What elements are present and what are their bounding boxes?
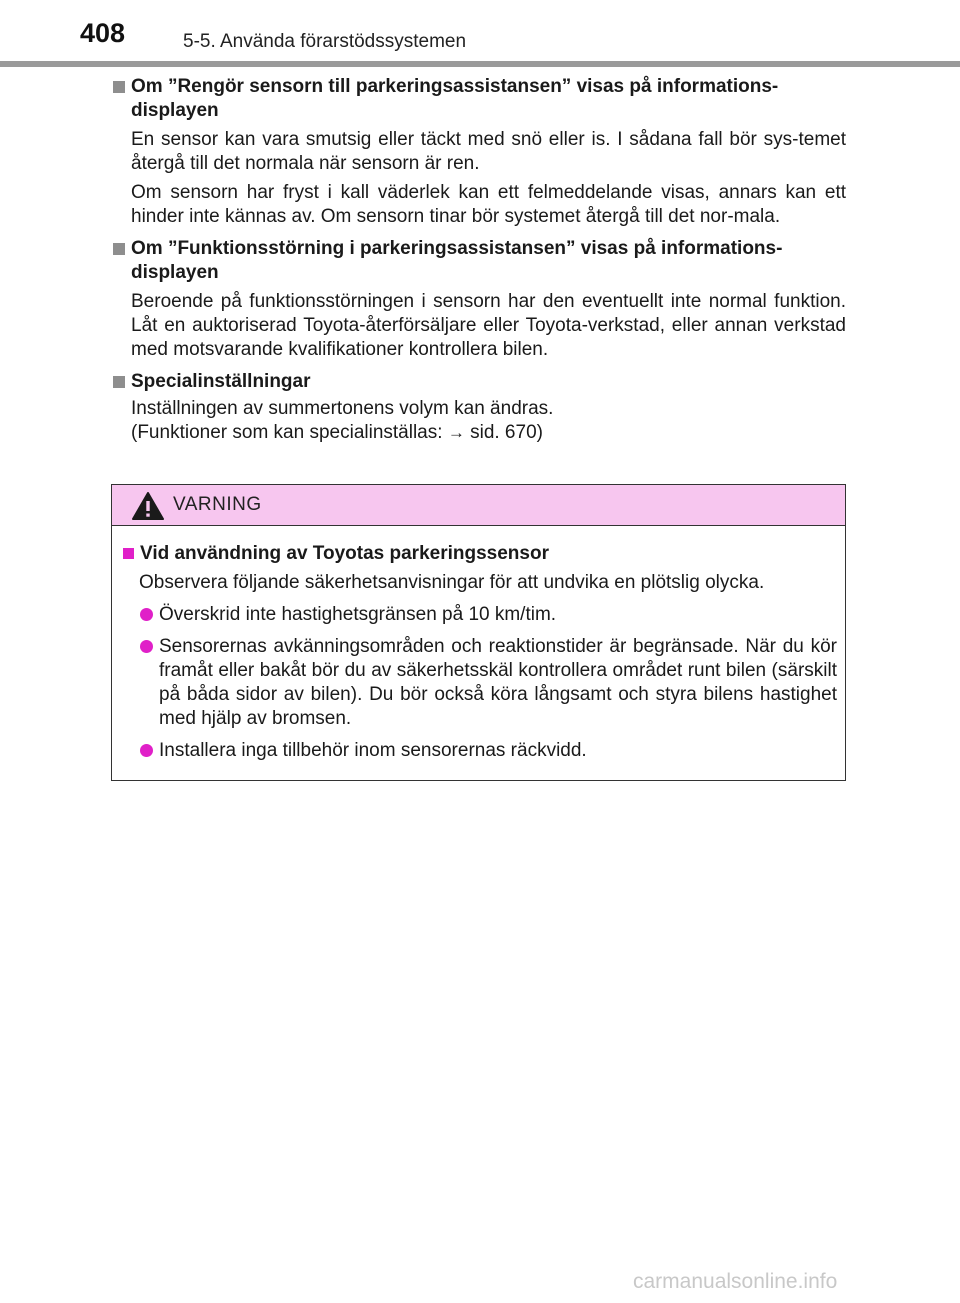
list-item-text: Installera inga tillbehör inom sensorernas räckvidd. [159, 740, 587, 761]
paragraph: Om sensorn har fryst i kall väderlek kan ett felmeddelande visas, annars kan ett hinder inte kännas av. Om sensorn tinar bör systemet återgå till det nor-mala. [131, 182, 846, 227]
square-bullet-icon [113, 376, 125, 388]
main-content [111, 75, 846, 453]
section-heading [111, 75, 846, 123]
warning-heading-text: Vid användning av Toyotas parkeringssensor [140, 543, 549, 564]
paragraph [111, 397, 846, 445]
list-item-text: Sensorernas avkänningsområden och reaktionstider är begränsade. När du kör framåt eller bakåt bör du av säkerhetsskäl kontrollera området runt bilen (särskilt på båda sidor av bilen). Du bör också köra långsamt och styra bilens hastighet med hjälp av bromsen. [159, 636, 837, 729]
page-reference-link[interactable]: sid. 670) [464, 422, 543, 443]
section-heading [111, 237, 846, 285]
warning-heading [122, 542, 837, 566]
section-cleaning [111, 75, 846, 229]
warning-label: VARNING [173, 494, 262, 515]
circle-bullet-icon [140, 608, 153, 621]
warning-triangle-icon [131, 491, 165, 521]
circle-bullet-icon [140, 640, 153, 653]
square-bullet-icon [113, 243, 125, 255]
paragraph: En sensor kan vara smutsig eller täckt med snö eller is. I sådana fall bör sys-temet återgå till det normala när sensorn är ren. [131, 129, 846, 174]
page-header [0, 0, 960, 70]
section-heading [111, 370, 846, 394]
warning-intro: Observera följande säkerhetsanvisningar för att undvika en plötslig olycka. [139, 572, 765, 593]
section-customization [111, 370, 846, 445]
square-bullet-icon [113, 81, 125, 93]
list-item [122, 739, 837, 763]
square-bullet-icon [123, 548, 134, 559]
paragraph: Beroende på funktionsstörningen i sensorn har den eventuellt inte normal funktion. Låt en auktoriserad Toyota-återförsäljare eller Toyota-verkstad, eller annan verkstad med motsvarande kvalifikationer kontrollera bilen. [131, 291, 846, 360]
warning-header [112, 485, 845, 526]
list-item [122, 635, 837, 731]
section-malfunction [111, 237, 846, 362]
warning-body [112, 526, 845, 763]
chapter-title: 5-5. Använda förarstödssystemen [183, 31, 467, 52]
arrow-right-icon: → [447, 423, 465, 442]
list-item [122, 603, 837, 627]
list-item-text: Överskrid inte hastighetsgränsen på 10 km/tim. [159, 604, 557, 625]
section-heading-text: Om ”Funktionsstörning i parkeringsassistansen” visas på informations-displayen [131, 238, 783, 283]
section-heading-text: Specialinställningar [131, 371, 311, 392]
customization-line-1: Inställningen av summertonens volym kan ändras. [131, 398, 554, 419]
circle-bullet-icon [140, 744, 153, 757]
watermark: carmanualsonline.info [633, 1270, 838, 1293]
section-heading-text: Om ”Rengör sensorn till parkeringsassistansen” visas på informations-displayen [131, 76, 779, 121]
header-divider [0, 61, 960, 67]
customization-prefix: (Funktioner som kan specialinställas: [131, 422, 448, 443]
warning-box [111, 484, 846, 781]
page-number: 408 [80, 18, 126, 48]
